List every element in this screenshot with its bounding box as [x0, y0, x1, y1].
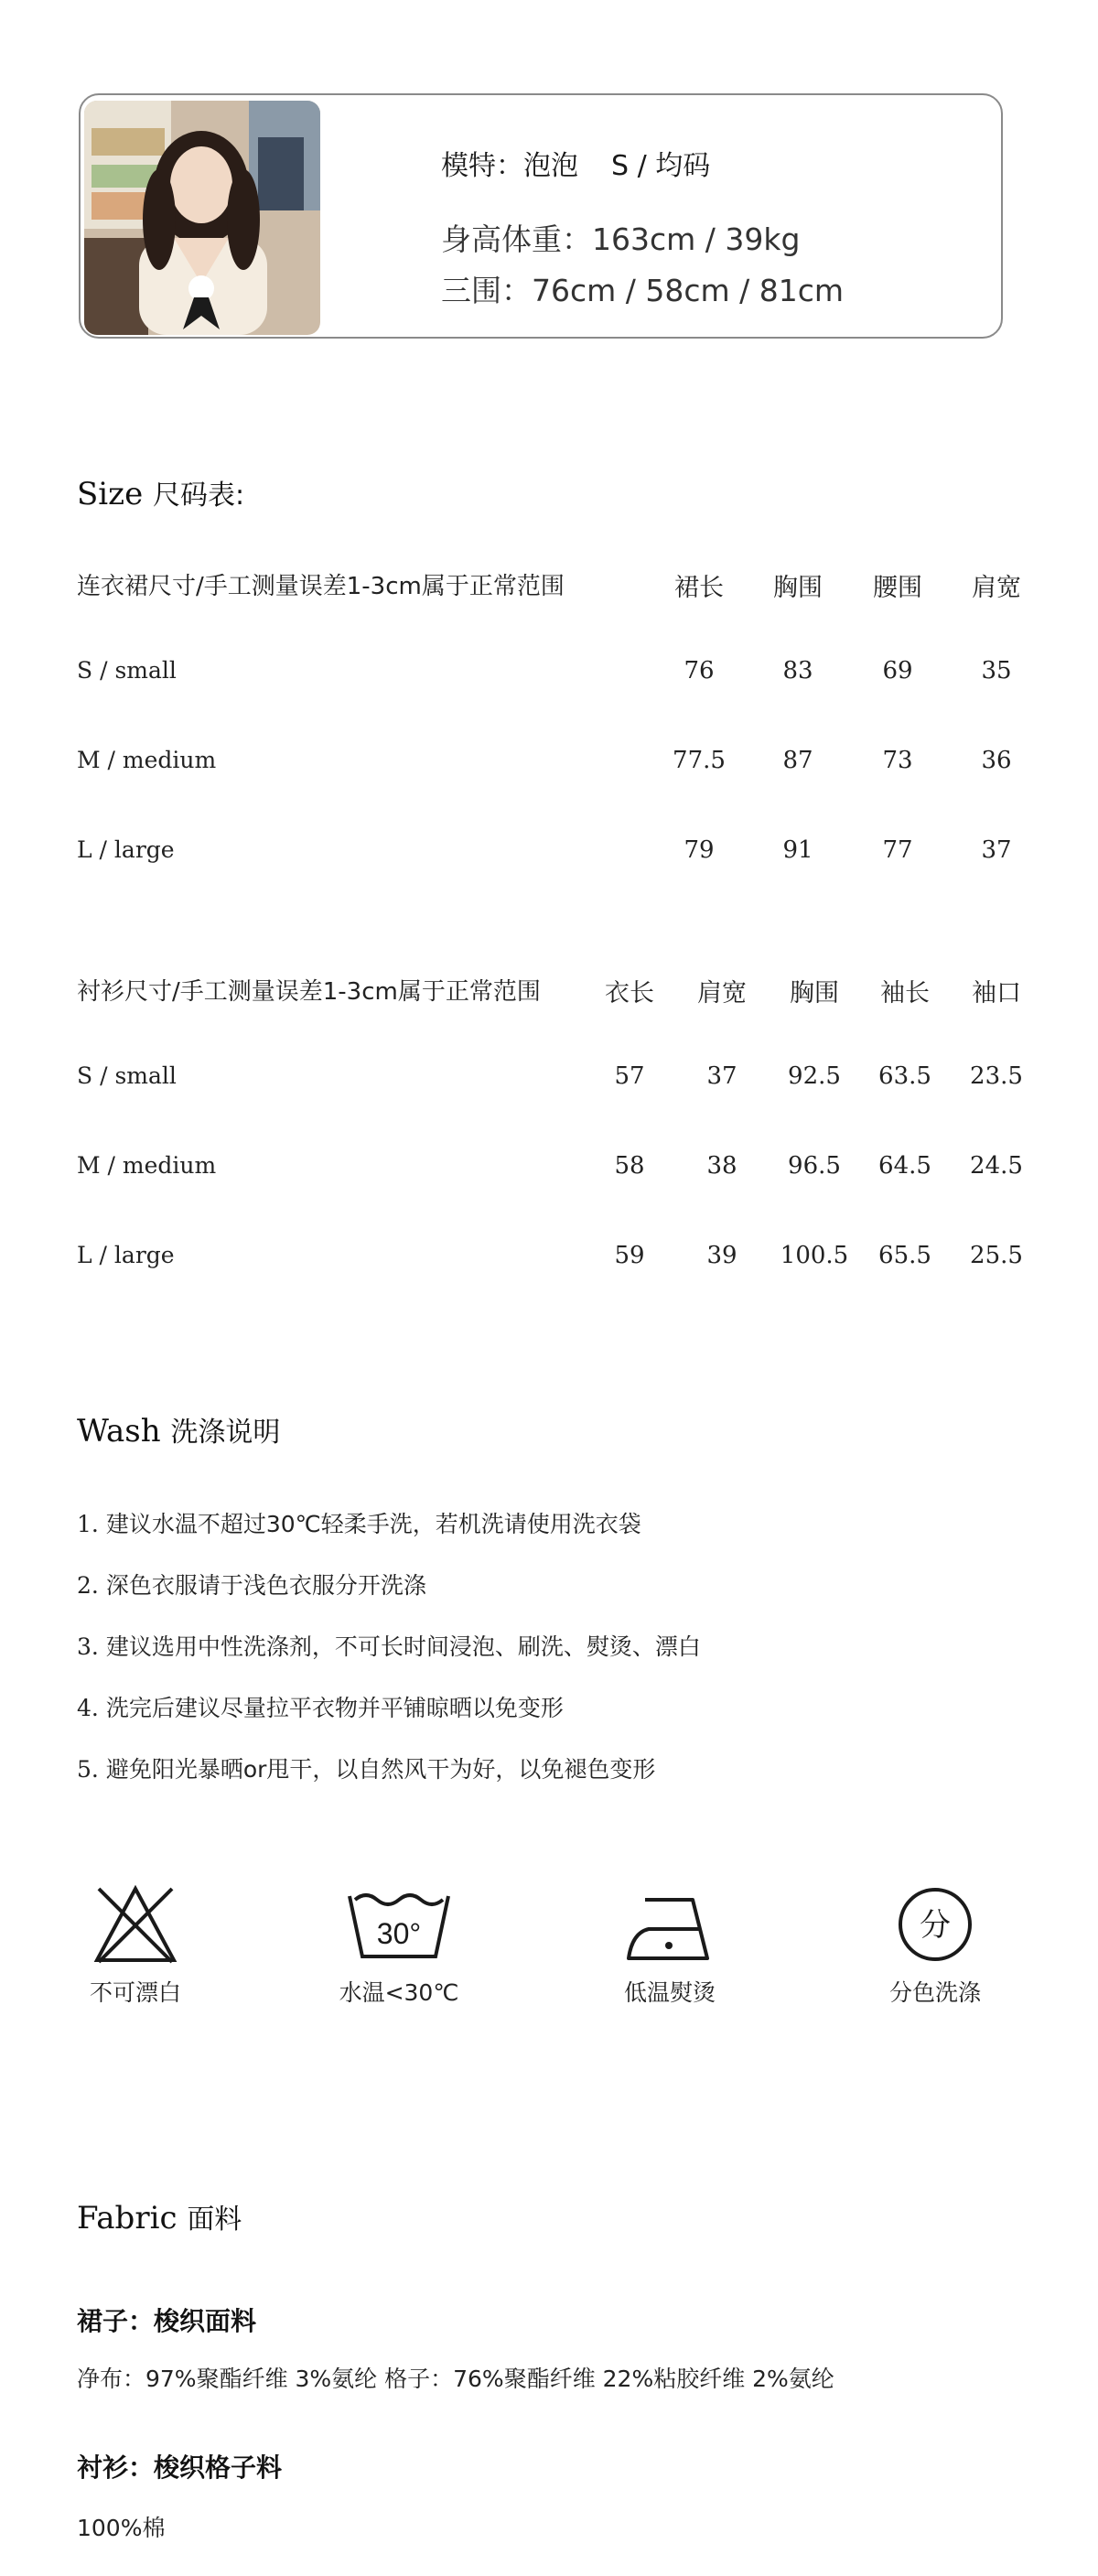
- dress-table-caption: 连衣裙尺寸/手工测量误差1-3cm属于正常范围: [77, 573, 565, 600]
- model-name-size: [441, 143, 710, 183]
- wash-item-number: 2.: [77, 1572, 99, 1599]
- care-low-iron: [587, 1883, 752, 2008]
- wash-item-number: 1.: [77, 1511, 99, 1537]
- model-name: 模特：泡泡: [441, 150, 578, 182]
- wash-item-text: 洗完后建议尽量拉平衣物并平铺晾晒以免变形: [105, 1695, 564, 1721]
- separate-wash-glyph: 分: [920, 1907, 951, 1944]
- dress-cell: 83: [782, 657, 813, 684]
- model-photo-image: [84, 101, 320, 335]
- shirt-header-length: 衣长: [605, 979, 654, 1008]
- wash-item-text: 建议选用中性洗涤剂，不可长时间浸泡、刷洗、熨烫、漂白: [105, 1633, 701, 1660]
- wash-item-text: 建议水温不超过30℃轻柔手洗，若机洗请使用洗衣袋: [105, 1511, 641, 1537]
- dress-header-waist: 腰围: [873, 574, 922, 602]
- shirt-header-cuff: 袖口: [972, 979, 1021, 1008]
- dress-header-chest: 胸围: [773, 574, 823, 602]
- shirt-row-size: S / small: [77, 1062, 177, 1089]
- dress-cell: 35: [981, 657, 1012, 684]
- shirt-cell: 39: [706, 1242, 737, 1269]
- care-wash-30: [317, 1883, 481, 2008]
- model-height-weight: 身高体重：163cm / 39kg: [441, 221, 801, 257]
- dress-cell: 91: [782, 836, 813, 864]
- wash-item: [77, 1629, 701, 1662]
- model-photo: [84, 101, 320, 335]
- shirt-cell: 96.5: [788, 1152, 841, 1180]
- wash-item: [77, 1506, 641, 1539]
- shirt-cell: 37: [706, 1062, 737, 1090]
- low-iron-label: 低温熨烫: [623, 1979, 716, 2006]
- wash-item-number: 4.: [77, 1695, 99, 1721]
- size-title-en: Size: [77, 476, 144, 512]
- dress-cell: 87: [782, 747, 813, 774]
- dress-cell: 73: [882, 747, 913, 774]
- separate-wash-label: 分色洗涤: [888, 1979, 981, 2006]
- dress-cell: 79: [684, 836, 715, 864]
- shirt-header-shoulder: 肩宽: [697, 979, 747, 1008]
- skirt-fabric-title: 裙子：梭织面料: [77, 2306, 257, 2336]
- wash-item-text: 深色衣服请于浅色衣服分开洗涤: [105, 1572, 426, 1599]
- shirt-cell: 100.5: [780, 1242, 849, 1269]
- dress-cell: 76: [684, 657, 715, 684]
- care-separate-wash: [853, 1883, 1017, 2008]
- wash-title-cn: 洗涤说明: [170, 1417, 281, 1449]
- size-title-cn: 尺码表:: [153, 480, 245, 512]
- wash-title-en: Wash: [77, 1413, 161, 1450]
- shirt-cell: 23.5: [970, 1062, 1023, 1090]
- care-no-bleach: [53, 1883, 218, 2008]
- low-iron-icon: [619, 1883, 720, 1966]
- dress-header-length: 裙长: [674, 574, 724, 602]
- wash-item-number: 3.: [77, 1633, 99, 1660]
- wash-item: [77, 1568, 426, 1601]
- shirt-cell: 59: [614, 1242, 645, 1269]
- shirt-cell: 38: [706, 1152, 737, 1180]
- no-bleach-icon: [90, 1883, 181, 1966]
- wash-item-number: 5.: [77, 1756, 99, 1783]
- wash-item: [77, 1690, 564, 1723]
- fabric-title-cn: 面料: [187, 2204, 242, 2236]
- dress-cell: 77: [882, 836, 913, 864]
- size-section-title: [77, 472, 244, 512]
- dress-header-shoulder: 肩宽: [972, 574, 1021, 602]
- shirt-cell: 92.5: [788, 1062, 841, 1090]
- shirt-row-size: L / large: [77, 1242, 175, 1268]
- shirt-cell: 25.5: [970, 1242, 1023, 1269]
- wash-item-text: 避免阳光暴晒or甩干，以自然风干为好，以免褪色变形: [105, 1756, 656, 1783]
- model-size: S / 均码: [611, 150, 711, 182]
- wash-item: [77, 1751, 655, 1784]
- shirt-cell: 63.5: [878, 1062, 931, 1090]
- dress-cell: 36: [981, 747, 1012, 774]
- shirt-cell: 24.5: [970, 1152, 1023, 1180]
- skirt-fabric-composition: 净布：97%聚酯纤维 3%氨纶 格子：76%聚酯纤维 22%粘胶纤维 2%氨纶: [77, 2366, 834, 2392]
- wash-30-label: 水温<30℃: [339, 1979, 459, 2006]
- wash-30-icon: [344, 1883, 454, 1966]
- shirt-fabric-composition: 100%棉: [77, 2515, 166, 2541]
- shirt-cell: 57: [614, 1062, 645, 1090]
- shirt-fabric-title: 衬衫：梭织格子料: [77, 2452, 283, 2483]
- fabric-section-title: [77, 2196, 242, 2236]
- shirt-cell: 64.5: [878, 1152, 931, 1180]
- dress-row-size: M / medium: [77, 747, 217, 773]
- wash-30-glyph: 30°: [376, 1917, 422, 1950]
- fabric-title-en: Fabric: [77, 2200, 178, 2236]
- separate-wash-icon: [894, 1883, 976, 1966]
- model-measurements: 三围：76cm / 58cm / 81cm: [441, 273, 845, 308]
- dress-cell: 77.5: [673, 747, 726, 774]
- shirt-header-chest: 胸围: [790, 979, 839, 1008]
- dress-cell: 69: [882, 657, 913, 684]
- shirt-cell: 65.5: [878, 1242, 931, 1269]
- dress-row-size: L / large: [77, 836, 175, 863]
- dress-row-size: S / small: [77, 657, 177, 684]
- dress-cell: 37: [981, 836, 1012, 864]
- shirt-table-caption: 衬衫尺寸/手工测量误差1-3cm属于正常范围: [77, 978, 541, 1006]
- shirt-header-sleeve: 袖长: [880, 979, 930, 1008]
- no-bleach-label: 不可漂白: [89, 1979, 181, 2006]
- shirt-cell: 58: [614, 1152, 645, 1180]
- wash-section-title: [77, 1409, 280, 1450]
- shirt-row-size: M / medium: [77, 1152, 217, 1179]
